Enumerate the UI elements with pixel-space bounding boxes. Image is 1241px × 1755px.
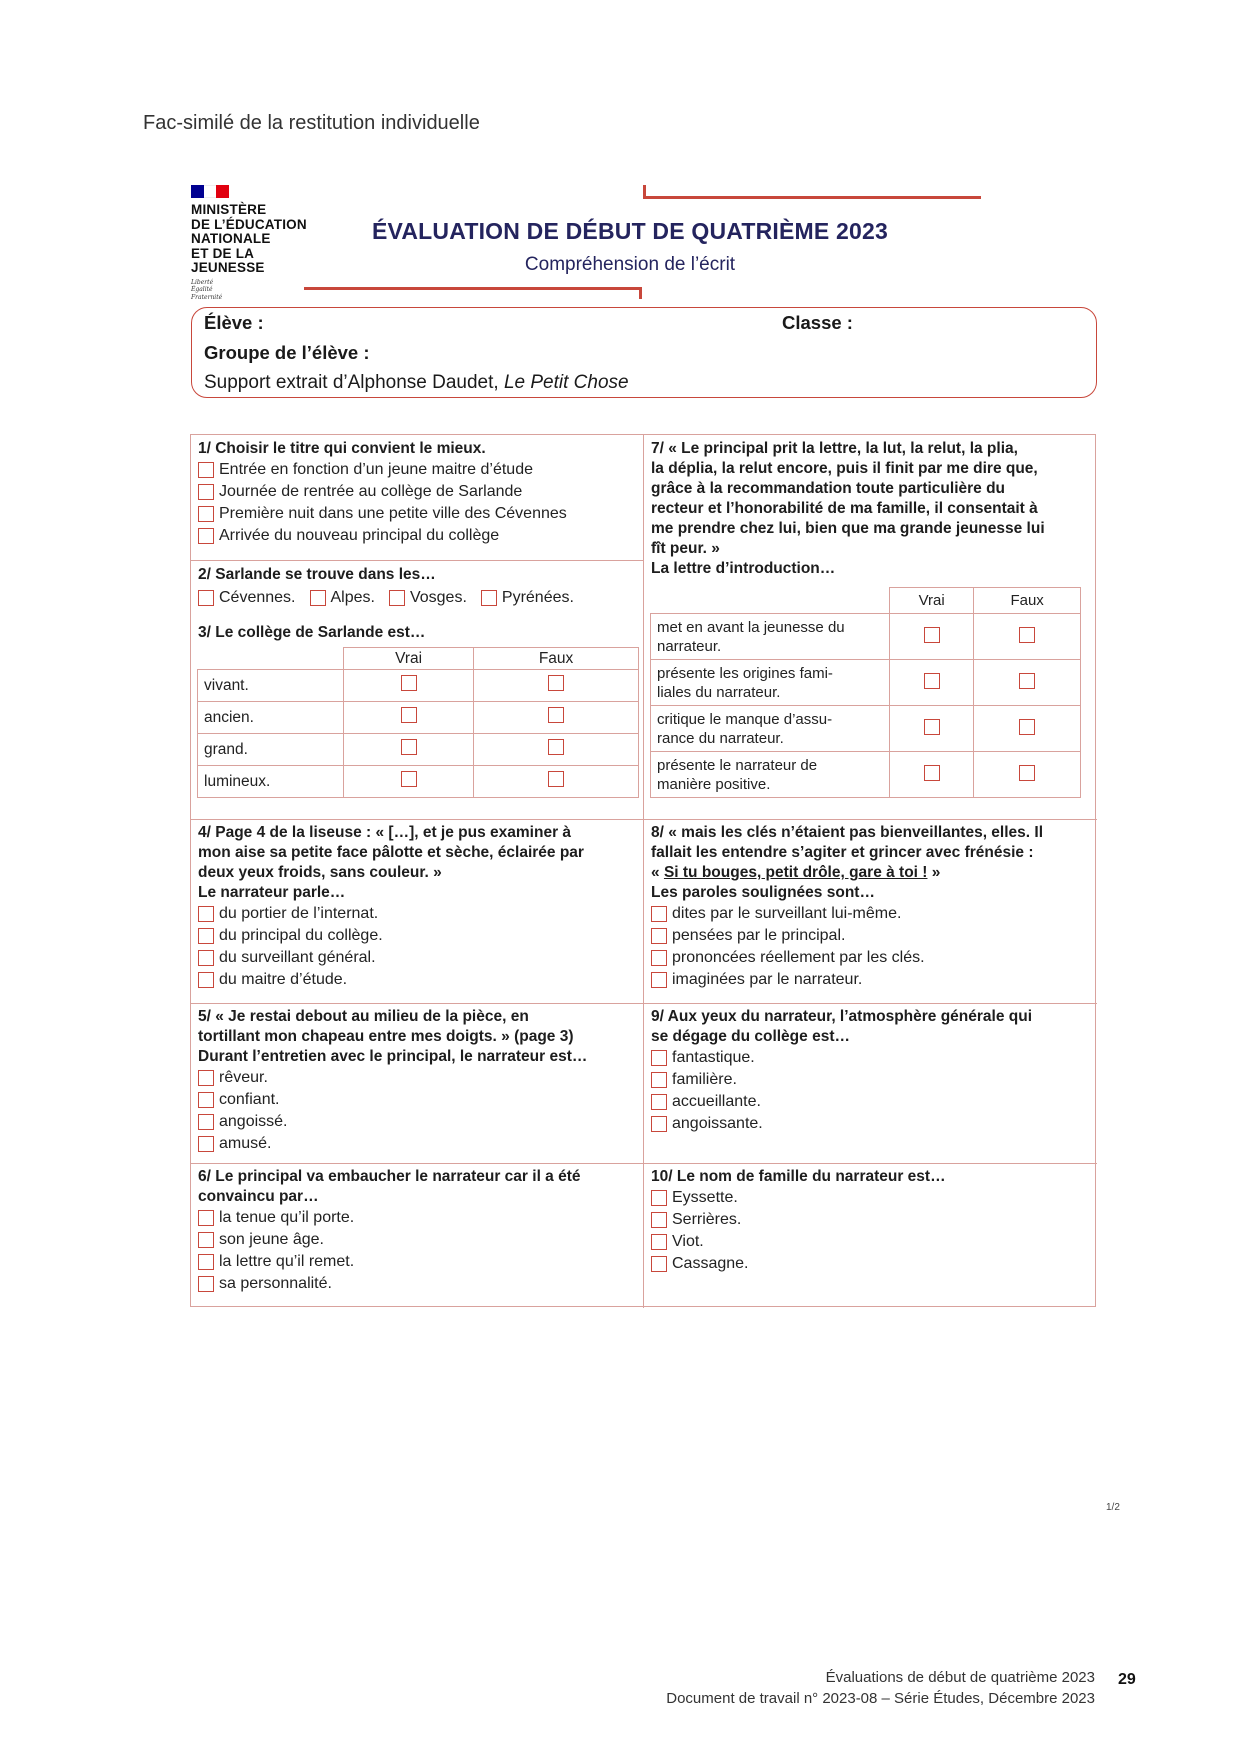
quote-line: la déplia, la relut encore, puis il finit par me dire que, [651,460,1038,477]
questions-grid [190,434,1096,1307]
quote-line: mon aise sa petite face pâlotte et sèche, éclairée par [198,844,584,861]
question-1 [198,439,567,547]
grid-divider [191,1003,1097,1004]
row-label [651,614,890,660]
facsimile-caption: Fac-similé de la restitution individuelle [143,112,480,134]
checkbox[interactable] [198,1114,214,1130]
question-prompt: La lettre d’introduction… [651,560,836,577]
table-row [651,706,1081,752]
row-label-line: narrateur. [657,637,722,655]
true-cell [344,766,474,798]
checkbox[interactable] [310,590,326,606]
grid-divider [643,435,644,1308]
answer-option[interactable] [198,1133,587,1155]
row-label-line: critique le manque d’assu- [657,710,833,728]
checkbox[interactable] [401,707,417,723]
checkbox[interactable] [198,1070,214,1086]
support-book-title: Le Petit Chose [503,372,629,393]
checkbox[interactable] [651,1050,667,1066]
false-cell [474,670,639,702]
checkbox[interactable] [924,719,940,735]
footer-line-1: Évaluations de début de quatrième 2023 [825,1669,1095,1686]
question-8 [651,823,1043,991]
answer-option[interactable] [651,903,1043,925]
false-cell [974,752,1081,798]
answer-option[interactable] [198,1089,587,1111]
question-4 [198,823,584,991]
true-cell [890,660,974,706]
underlined-quote: Si tu bouges, petit drôle, gare à toi ! [663,864,928,881]
checkbox[interactable] [1019,627,1035,643]
checkbox[interactable] [198,1210,214,1226]
answer-option[interactable] [198,1273,581,1295]
checkbox[interactable] [651,950,667,966]
true-cell [344,734,474,766]
table-row [198,702,639,734]
quote-mark: » [927,864,941,881]
option-label: Serrières. [672,1211,742,1228]
answer-option[interactable] [651,1187,946,1209]
option-label: du principal du collège. [219,927,383,944]
checkbox[interactable] [548,771,564,787]
question-prompt: 10/ Le nom de famille du narrateur est… [651,1168,946,1185]
option-label: pensées par le principal. [672,927,846,944]
quote-line: 8/ « mais les clés n’étaient pas bienveillantes, elles. Il [651,824,1044,841]
footer-line-2: Document de travail n° 2023-08 – Série Études, Décembre 2023 [666,1690,1095,1707]
question-prompt-line: 6/ Le principal va embaucher le narrateur car il a été [198,1168,581,1185]
option-label: Entrée en fonction d’un jeune maitre d’étude [219,461,533,478]
question-6 [198,1167,581,1295]
question-prompt-line: 9/ Aux yeux du narrateur, l’atmosphère générale qui [651,1008,1033,1025]
checkbox[interactable] [651,1116,667,1132]
row-label [651,660,890,706]
answer-option[interactable] [651,947,1043,969]
option-label: Pyrénées. [501,589,574,606]
page-number: 29 [1118,1671,1136,1688]
option-label: la lettre qu’il remet. [219,1253,355,1270]
question-3-table [197,647,639,798]
row-label: lumineux. [198,766,344,798]
answer-option[interactable] [651,1091,1032,1113]
checkbox[interactable] [198,590,214,606]
table-row [198,734,639,766]
checkbox[interactable] [401,675,417,691]
answer-option[interactable] [198,503,567,525]
checkbox[interactable] [198,1092,214,1108]
false-column-header: Faux [474,648,639,670]
answer-option[interactable] [198,903,584,925]
checkbox[interactable] [651,928,667,944]
option-label: Eyssette. [672,1189,738,1206]
answer-option[interactable] [198,481,567,503]
row-label-line: rance du narrateur. [657,729,784,747]
ministry-name-line: MINISTÈRE [191,202,267,217]
quote-line [651,863,1043,883]
question-prompt-line: convaincu par… [198,1188,319,1205]
checkbox[interactable] [198,906,214,922]
row-label: grand. [198,734,344,766]
ministry-name-line: NATIONALE [191,231,271,246]
table-row [651,614,1081,660]
row-label [651,752,890,798]
answer-option[interactable] [198,1251,581,1273]
false-cell [974,706,1081,752]
ministry-name-line: DE L’ÉDUCATION [191,216,307,232]
question-3-prompt: 3/ Le collège de Sarlande est… [198,624,426,641]
option-label: dites par le surveillant lui-même. [672,905,902,922]
quote-line: tortillant mon chapeau entre mes doigts. » (page 3) [198,1028,574,1045]
question-prompt: Durant l’entretien avec le principal, le narrateur est… [198,1048,588,1065]
checkbox[interactable] [198,1136,214,1152]
quote-line: recteur et l’honorabilité de ma famille, il consentait à [651,500,1038,517]
answer-option[interactable] [198,1207,581,1229]
table-row [651,752,1081,798]
option-label: imaginées par le narrateur. [672,971,863,988]
quote-line: grâce à la recommandation toute particulière du [651,480,1006,497]
false-cell [474,766,639,798]
option-label: Cassagne. [672,1255,749,1272]
quote-line: fallait les entendre s’agiter et grincer avec frénésie : [651,844,1034,861]
answer-option[interactable] [651,1209,946,1231]
option-label: accueillante. [672,1093,761,1110]
checkbox[interactable] [651,1094,667,1110]
header-bottom-tick [639,287,642,299]
checkbox[interactable] [1019,765,1035,781]
option-label: Vosges. [409,589,467,606]
checkbox[interactable] [481,590,497,606]
quote-line: 7/ « Le principal prit la lettre, la lut, la relut, la plia, [651,440,1018,457]
grid-divider [191,1163,1097,1164]
checkbox[interactable] [1019,719,1035,735]
grid-divider [191,560,643,561]
grid-divider [191,819,1097,820]
answer-option[interactable] [198,925,584,947]
option-label: Première nuit dans une petite ville des Cévennes [219,505,567,522]
checkbox[interactable] [198,928,214,944]
question-prompt: 1/ Choisir le titre qui convient le mieux. [198,440,486,457]
answer-option[interactable] [651,1113,1032,1135]
ministry-logo [191,185,331,301]
question-prompt: Les paroles soulignées sont… [651,884,875,901]
table-corner [651,588,890,614]
question-7-table [650,587,1081,798]
option-label: angoissé. [219,1113,288,1130]
table-row [198,766,639,798]
row-label [651,706,890,752]
row-label-line: manière positive. [657,775,771,793]
checkbox[interactable] [651,1234,667,1250]
group-label: Groupe de l’élève : [204,342,370,363]
question-prompt: Le narrateur parle… [198,884,346,901]
header-top-line [643,196,981,199]
checkbox[interactable] [651,906,667,922]
option-label: du surveillant général. [219,949,376,966]
answer-option[interactable] [651,969,1043,991]
quote-line: me prendre chez lui, bien que ma grande jeunesse lui [651,520,1045,537]
row-label-line: liales du narrateur. [657,683,781,701]
true-column-header: Vrai [890,588,974,614]
option-label: prononcées réellement par les clés. [672,949,925,966]
option-label: rêveur. [219,1069,268,1086]
option-label: Viot. [672,1233,704,1250]
checkbox[interactable] [198,506,214,522]
checkbox[interactable] [198,462,214,478]
table-row [198,670,639,702]
checkbox[interactable] [1019,673,1035,689]
answer-option[interactable] [198,1111,587,1133]
answer-option[interactable] [198,969,584,991]
true-cell [344,670,474,702]
table-corner [198,648,344,670]
question-prompt-line: se dégage du collège est… [651,1028,850,1045]
answer-option[interactable] [198,525,567,547]
answer-option[interactable] [651,1047,1032,1069]
checkbox[interactable] [651,972,667,988]
answer-option[interactable] [310,587,375,609]
question-2 [198,565,574,609]
answer-option[interactable] [198,587,296,609]
answer-option[interactable] [651,925,1043,947]
class-label: Classe : [782,312,853,333]
checkbox[interactable] [401,771,417,787]
quote-line: fît peur. » [651,540,720,557]
checkbox[interactable] [651,1256,667,1272]
false-cell [474,734,639,766]
option-label: angoissante. [672,1115,763,1132]
row-label: vivant. [198,670,344,702]
answer-option[interactable] [651,1231,946,1253]
motto-line: Égalité [191,286,213,293]
question-9 [651,1007,1032,1135]
false-cell [474,702,639,734]
checkbox[interactable] [548,739,564,755]
answer-option[interactable] [651,1069,1032,1091]
quote-line: 4/ Page 4 de la liseuse : « […], et je pus examiner à [198,824,572,841]
option-label: son jeune âge. [219,1231,324,1248]
checkbox[interactable] [198,1254,214,1270]
checkbox[interactable] [401,739,417,755]
checkbox[interactable] [651,1072,667,1088]
checkbox[interactable] [198,972,214,988]
false-cell [974,614,1081,660]
checkbox[interactable] [198,484,214,500]
french-flag-icon [191,185,229,198]
true-cell [344,702,474,734]
option-label: Alpes. [330,589,375,606]
answer-option[interactable] [198,1229,581,1251]
option-label: Cévennes. [219,589,296,606]
quote-line: 5/ « Je restai debout au milieu de la pièce, en [198,1008,529,1025]
option-label: Journée de rentrée au collège de Sarlande [219,483,523,500]
student-label: Élève : [204,312,264,333]
answer-option[interactable] [481,587,574,609]
true-cell [890,752,974,798]
table-row [651,660,1081,706]
row-label-line: présente le narrateur de [657,756,818,774]
checkbox[interactable] [548,675,564,691]
question-7 [651,439,1045,579]
checkbox[interactable] [924,673,940,689]
option-label: du maitre d’étude. [219,971,348,988]
motto-line: Liberté [191,278,214,286]
evaluation-subtitle: Compréhension de l’écrit [524,254,736,275]
option-label: Arrivée du nouveau principal du collège [219,527,500,544]
header-bottom-line [304,287,642,290]
option-label: fantastique. [672,1049,755,1066]
support-prefix: Support extrait d’Alphonse Daudet, [204,372,504,393]
checkbox[interactable] [198,528,214,544]
checkbox[interactable] [198,950,214,966]
support-text [204,372,629,394]
row-label-line: met en avant la jeunesse du [657,618,845,636]
answer-option[interactable] [198,947,584,969]
checkbox[interactable] [548,707,564,723]
true-column-header: Vrai [344,648,474,670]
question-prompt: 2/ Sarlande se trouve dans les… [198,566,436,583]
true-cell [890,706,974,752]
page-fraction: 1/2 [1106,1502,1120,1513]
student-info-box [191,307,1097,398]
checkbox[interactable] [389,590,405,606]
answer-option[interactable] [651,1253,946,1275]
option-label: confiant. [219,1091,280,1108]
quote-mark: « [651,864,664,881]
quote-line: deux yeux froids, sans couleur. » [198,864,442,881]
option-label: la tenue qu’il porte. [219,1209,355,1226]
checkbox[interactable] [924,765,940,781]
checkbox[interactable] [651,1190,667,1206]
row-label-line: présente les origines fami- [657,664,833,682]
answer-option[interactable] [389,587,467,609]
checkbox[interactable] [198,1232,214,1248]
false-column-header: Faux [974,588,1081,614]
option-label: du portier de l’internat. [219,905,379,922]
question-5 [198,1007,587,1155]
option-label: sa personnalité. [219,1275,332,1292]
false-cell [974,660,1081,706]
true-cell [890,614,974,660]
checkbox[interactable] [198,1276,214,1292]
checkbox[interactable] [924,627,940,643]
motto-line: Fraternité [191,293,223,301]
answer-option[interactable] [198,459,567,481]
ministry-name-line: ET DE LA JEUNESSE [191,245,265,275]
answer-option[interactable] [198,1067,587,1089]
question-10 [651,1167,946,1275]
evaluation-title: ÉVALUATION DE DÉBUT DE QUATRIÈME 2023 [371,218,889,244]
header-top-tick [643,185,646,198]
option-label: amusé. [219,1135,272,1152]
row-label: ancien. [198,702,344,734]
checkbox[interactable] [651,1212,667,1228]
option-label: familière. [672,1071,737,1088]
